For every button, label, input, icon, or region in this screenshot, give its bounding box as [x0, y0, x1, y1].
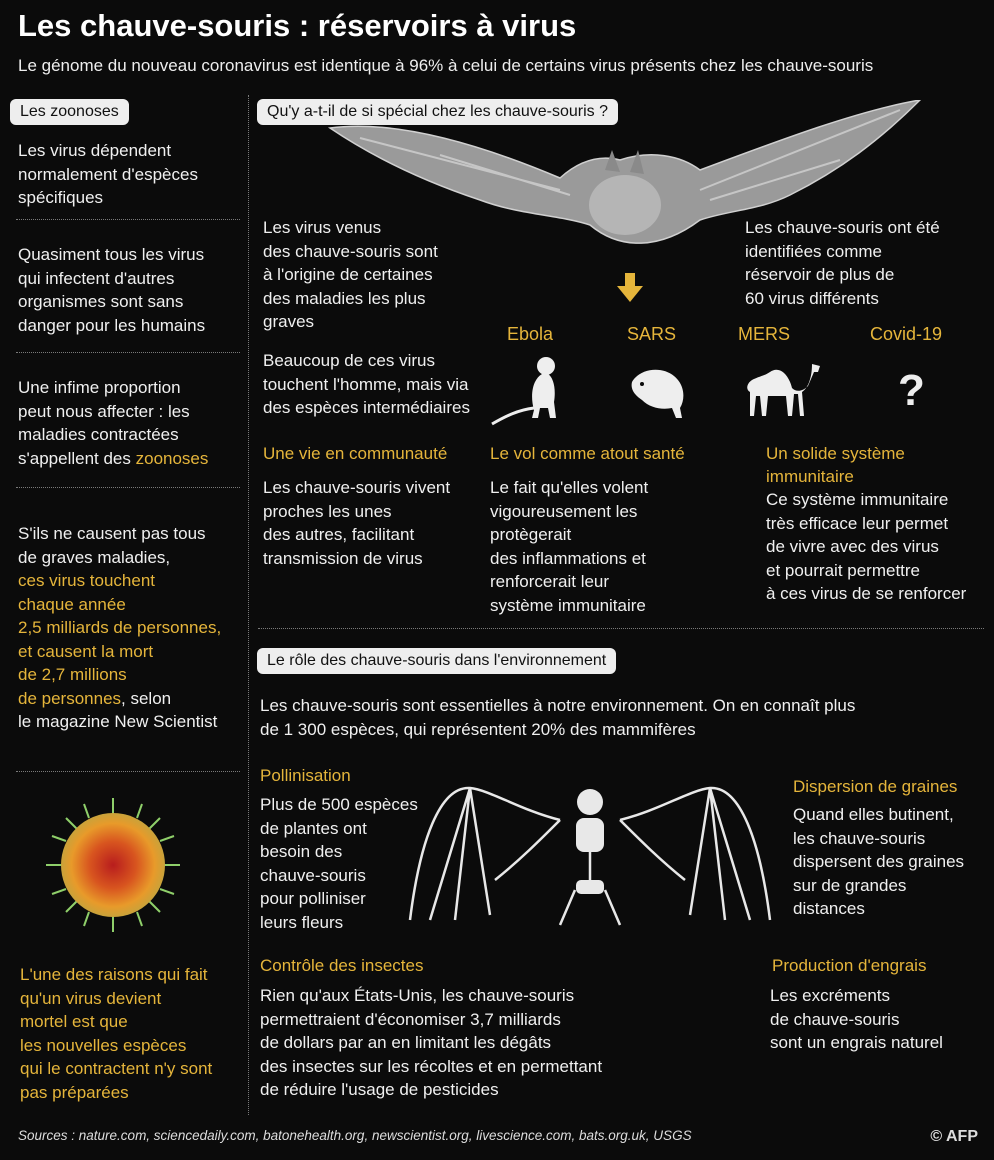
page-subtitle: Le génome du nouveau coronavirus est identique à 96% à celui de certains virus présents chez les chauve-souris [18, 56, 874, 75]
eng-head: Production d'engrais [772, 956, 927, 975]
divider [16, 487, 240, 488]
special-right-text: Les chauve-souris ont été identifiées comme réservoir de plus de 60 virus différents [745, 218, 940, 308]
col2-text: Le fait qu'elles volent vigoureusement les protègerait des inflammations et renforcerait leur système immunitaire [490, 478, 649, 615]
bat-skeleton-illustration [400, 780, 780, 930]
virus-ebola: Ebola [507, 324, 554, 344]
intermediate-text: Beaucoup de ces virus touchent l'homme, mais via des espèces intermédiaires [263, 351, 470, 417]
env-intro: Les chauve-souris sont essentielles à notre environnement. On en connaît plus de 1 300 espèces, qui représentent 20% des mammifères [260, 696, 856, 739]
sources: Sources : nature.com, sciencedaily.com, batonehealth.org, newscientist.org, livescience.com, bats.org.uk, USGS [18, 1128, 692, 1143]
ins-text: Rien qu'aux États-Unis, les chauve-souris permettraient d'économiser 3,7 milliards de dollars par an en limitant les dégâts des insectes sur les récoltes et en permettant de réduire l'usage de pesticides [260, 986, 603, 1099]
special-left-text: Les virus venus des chauve-souris sont à l'origine de certaines des maladies les plus graves [263, 218, 438, 331]
civet-icon [626, 362, 688, 420]
divider [16, 352, 240, 353]
afp-credit: © AFP [930, 1128, 978, 1145]
ins-head: Contrôle des insectes [260, 956, 424, 975]
arrow-down-icon [617, 273, 643, 303]
col3-text: Ce système immunitaire très efficace leur permet de vivre avec des virus et pourrait permettre à ces virus de se renforcer [766, 490, 967, 603]
poll-head: Pollinisation [260, 766, 351, 785]
divider [16, 219, 240, 220]
zoonoses-p2: Quasiment tous les virus qui infectent d'autres organismes sont sans danger pour les humains [18, 245, 206, 335]
col2-head: Le vol comme atout santé [490, 444, 685, 463]
disp-head: Dispersion de graines [793, 777, 958, 796]
virus-covid: Covid-19 [870, 324, 943, 344]
zoonoses-p4: S'ils ne causent pas tous de graves maladies, ces virus touchent chaque année 2,5 milliards de personnes, et causent la mort de 2,7 millions de personnes, selon le magazine New Scientist [18, 524, 222, 731]
virus-mers: MERS [738, 324, 791, 344]
disp-text: Quand elles butinent, les chauve-souris dispersent des graines sur de grandes distances [793, 805, 965, 918]
col1-text: Les chauve-souris vivent proches les unes des autres, facilitant transmission de virus [263, 478, 451, 568]
poll-text: Plus de 500 espèces de plantes ont besoin des chauve-souris pour polliniser leurs fleurs [260, 795, 418, 932]
zoonoses-header: Les zoonoses [10, 99, 129, 125]
col3-head: Un solide système immunitaire [766, 444, 905, 486]
zoonoses-p3: Une infime proportion peut nous affecter : les maladies contractées s'appellent des zoonoses [18, 378, 209, 468]
coronavirus-illustration [44, 796, 182, 934]
camel-icon [742, 358, 822, 420]
divider [258, 628, 984, 629]
env-header: Le rôle des chauve-souris dans l'environnement [257, 648, 616, 674]
divider [16, 771, 240, 772]
page-title: Les chauve-souris : réservoirs à virus [18, 8, 577, 43]
zoonoses-p1: Les virus dépendent normalement d'espèces spécifiques [18, 141, 198, 207]
eng-text: Les excréments de chauve-souris sont un engrais naturel [770, 986, 943, 1052]
zoonoses-p5: L'une des raisons qui fait qu'un virus devient mortel est que les nouvelles espèces qui le contractent n'y sont pas préparées [20, 965, 213, 1102]
special-header: Qu'y a-t-il de si spécial chez les chauve-souris ? [257, 99, 618, 125]
column-separator [248, 95, 249, 1115]
col1-head: Une vie en communauté [263, 444, 448, 463]
virus-sars: SARS [627, 324, 677, 344]
monkey-icon [488, 352, 564, 426]
question-mark-icon: ? [898, 366, 925, 415]
